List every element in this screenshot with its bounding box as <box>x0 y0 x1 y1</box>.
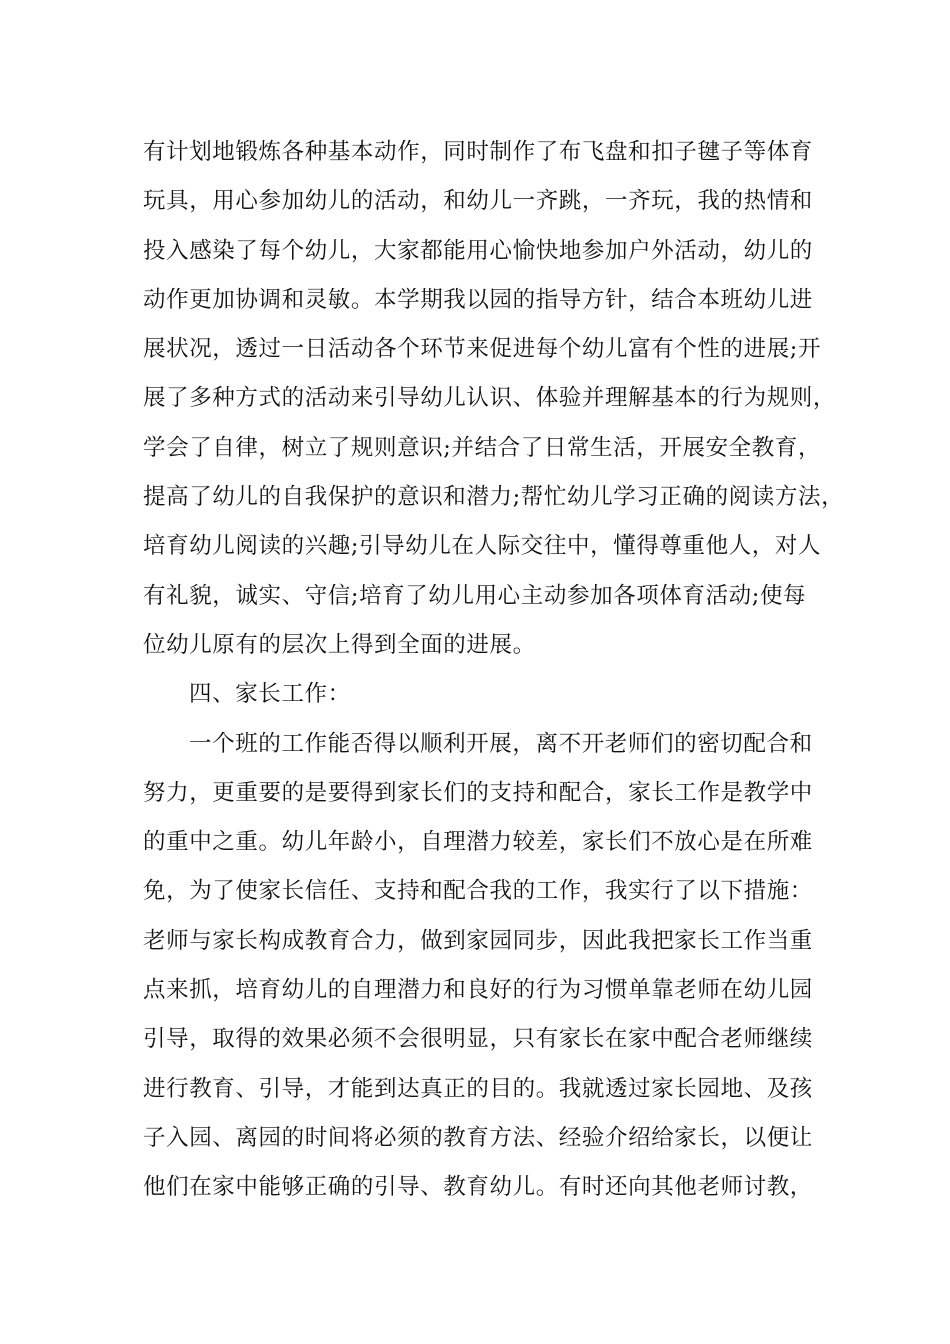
text-line: 提高了幼儿的自我保护的意识和潜力;帮忙幼儿学习正确的阅读方法， <box>143 484 845 511</box>
text-line: 有计划地锻炼各种基本动作，同时制作了布飞盘和扣子毽子等体育 <box>143 139 813 165</box>
text-line: 子入园、离园的时间将必须的教育方法、经验介绍给家长，以便让 <box>143 1124 813 1151</box>
text-line: 位幼儿原有的层次上得到全面的进展。 <box>143 631 536 658</box>
text-line: 引导，取得的效果必须不会很明显，只有家长在家中配合老师继续 <box>143 1026 813 1053</box>
text-line: 展了多种方式的活动来引导幼儿认识、体验并理解基本的行为规则， <box>143 385 837 412</box>
text-line: 进行教育、引导，才能到达真正的目的。我就透过家长园地、及孩 <box>143 1075 813 1102</box>
text-line: 老师与家长构成教育合力，做到家园同步，因此我把家长工作当重 <box>143 927 813 954</box>
body-text <box>143 128 843 1213</box>
text-line: 他们在家中能够正确的引导、教育幼儿。有时还向其他老师讨教， <box>143 1174 813 1201</box>
section-heading: 四、家长工作： <box>189 681 351 708</box>
text-line: 投入感染了每个幼儿，大家都能用心愉快地参加户外活动，幼儿的 <box>143 237 813 264</box>
text-line: 玩具，用心参加幼儿的活动，和幼儿一齐跳，一齐玩，我的热情和 <box>143 188 813 215</box>
text-line: 展状况，透过一日活动各个环节来促进每个幼儿富有个性的进展;开 <box>143 336 822 363</box>
text-line: 点来抓，培育幼儿的自理潜力和良好的行为习惯单靠老师在幼儿园 <box>143 977 813 1004</box>
text-line: 动作更加协调和灵敏。本学期我以园的指导方针，结合本班幼儿进 <box>143 286 813 313</box>
text-line: 学会了自律，树立了规则意识;并结合了日常生活，开展安全教育， <box>143 434 822 461</box>
text-line: 培育幼儿阅读的兴趣;引导幼儿在人际交往中，懂得尊重他人，对人 <box>143 533 822 560</box>
text-line: 的重中之重。幼儿年龄小，自理潜力较差，家长们不放心是在所难 <box>143 829 813 856</box>
text-line: 免，为了使家长信任、支持和配合我的工作，我实行了以下措施： <box>143 878 813 905</box>
paragraph-start-line: 一个班的工作能否得以顺利开展，离不开老师们的密切配合和 <box>189 730 813 757</box>
text-line: 努力，更重要的是要得到家长们的支持和配合，家长工作是教学中 <box>143 779 813 806</box>
text-line: 有礼貌，诚实、守信;培育了幼儿用心主动参加各项体育活动;使每 <box>143 582 807 609</box>
